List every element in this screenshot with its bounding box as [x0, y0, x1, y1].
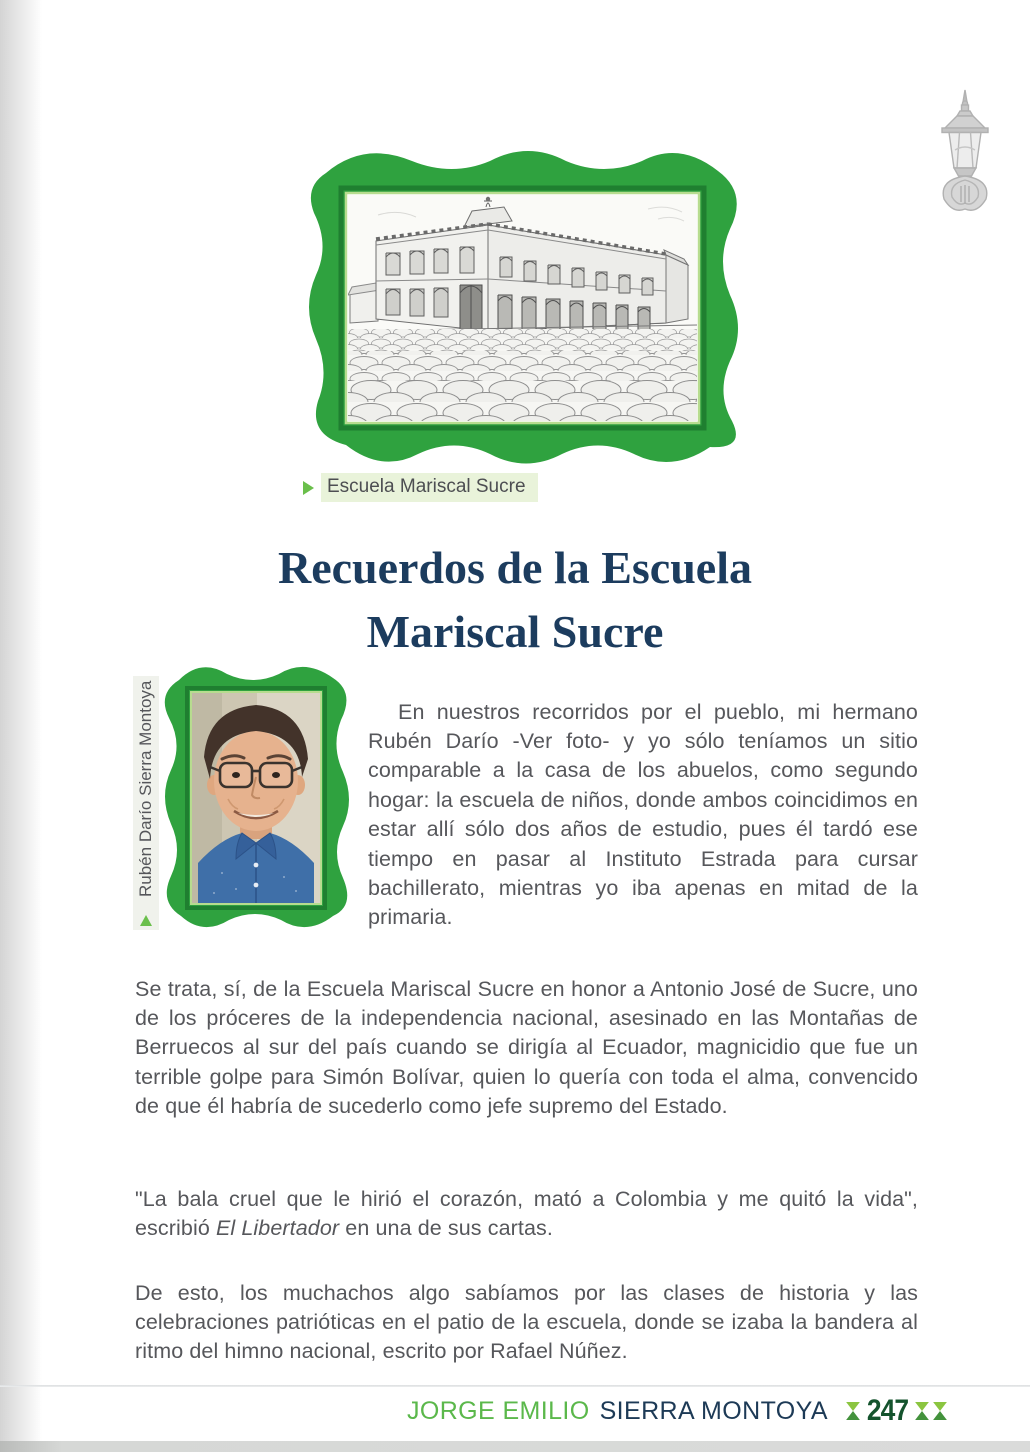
building-sketch — [348, 195, 697, 421]
page-title — [0, 536, 1030, 664]
hourglass-icon — [915, 1402, 929, 1420]
hourglass-icon — [933, 1402, 947, 1420]
footer-author-last: SIERRA MONTOYA — [599, 1396, 828, 1425]
paragraph-3-italic: El Libertador — [215, 1215, 340, 1240]
triangle-right-icon — [303, 481, 314, 495]
triangle-up-icon — [140, 915, 152, 926]
page-title-line1: Recuerdos de la Escuela — [277, 542, 752, 593]
hourglass-icon — [846, 1402, 860, 1420]
paragraph-3-pre: "La bala cruel que le hirió el corazón, mató a Colombia y me quitó la vida", escribió — [135, 1186, 918, 1240]
footer-author-first: JORGE EMILIO — [406, 1396, 590, 1425]
framed-building-picture — [300, 148, 745, 468]
page-title-line2: Mariscal Sucre — [366, 606, 664, 657]
footer-divider — [0, 1385, 1030, 1387]
footer — [0, 1393, 947, 1429]
photo-caption-label: Rubén Darío Sierra Montoya — [136, 680, 155, 898]
paragraph-4: De esto, los muchachos algo sabíamos por las clases de historia y las celebraciones patrióticas en el patio de la escuela, donde se izaba la bandera al ritmo del himno nacional, escrito por Rafael Núñez. — [135, 1280, 918, 1364]
lamp-icon — [915, 88, 1015, 216]
image-caption-label: Escuela Mariscal Sucre — [321, 473, 538, 502]
paragraph-3-post: en una de sus cartas. — [339, 1215, 553, 1240]
page-number-group — [846, 1396, 947, 1426]
page-number: 247 — [866, 1394, 909, 1427]
page-gutter-shadow — [0, 0, 42, 1452]
bottom-page-strip — [0, 1441, 1030, 1452]
photo-caption-strip — [133, 676, 159, 930]
framed-portrait-photo — [161, 664, 351, 932]
paragraph-1: En nuestros recorridos por el pueblo, mi hermano Rubén Darío -Ver foto- y yo sólo teníamos un sitio comparable a la casa de los abuelos, como segundo hogar: la escuela de niños, donde ambos coincidimos en estar allí sólo dos años de estudio, pues él tardó ese tiempo en pasar al Instituto Estrada para cursar bachillerato, mientras yo iba apenas en mitad de la primaria. — [368, 699, 918, 930]
paragraph-3 — [135, 1185, 918, 1244]
image-caption — [303, 473, 538, 502]
portrait-photo — [192, 693, 320, 903]
paragraph-2: Se trata, sí, de la Escuela Mariscal Sucre en honor a Antonio José de Sucre, uno de los próceres de la independencia nacional, asesinado en las Montañas de Berruecos al sur del país cuando se dirigía al Ecuador, magnicidio que fue un terrible golpe para Simón Bolívar, quien lo quería con toda el alma, convencido de que él habría de sucederlo como jefe supremo del Estado. — [135, 976, 918, 1119]
